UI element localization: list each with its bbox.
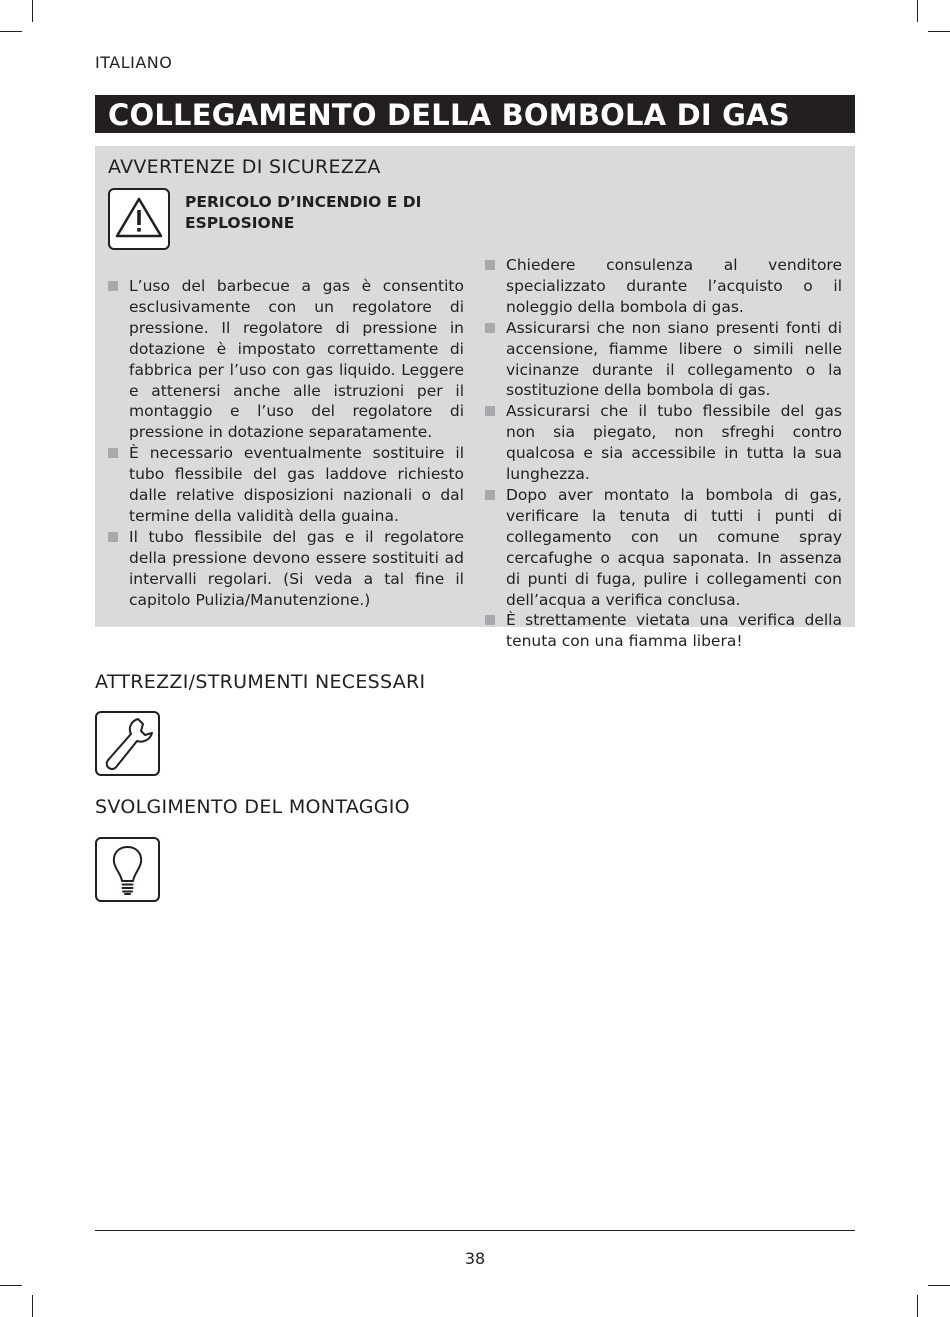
crop-mark <box>917 1295 918 1317</box>
bullet-square <box>485 323 495 333</box>
list-item <box>108 443 464 527</box>
tools-heading: ATTREZZI/STRUMENTI NECESSARI <box>95 671 426 693</box>
safety-list-left <box>108 276 464 611</box>
safety-list-right <box>485 255 842 652</box>
list-item-text: Chiedere consulenza al venditore specializzato durante l’acquisto o il noleggio della bombola di gas. <box>506 256 842 316</box>
list-item-text: È necessario eventualmente sostituire il tubo flessibile del gas laddove richiesto dalle relative disposizioni nazionali o dal termine della validità della guaina. <box>129 444 464 525</box>
list-item-text: Assicurarsi che non siano presenti fonti di accensione, fiamme libere o simili nelle vicinanze durante il collegamento o la sostituzione della bombola di gas. <box>506 318 842 400</box>
wrench-icon <box>97 713 158 774</box>
title-bar <box>95 95 855 133</box>
list-item <box>108 276 464 443</box>
language-label: ITALIANO <box>95 53 173 72</box>
crop-mark <box>928 1285 950 1286</box>
crop-mark <box>917 0 918 22</box>
bullet-square <box>485 406 495 416</box>
warning-title: PERICOLO D’INCENDIO E DI ESPLOSIONE <box>185 193 422 232</box>
crop-mark <box>32 0 33 22</box>
bullet-square <box>485 260 495 270</box>
list-item-text: Il tubo flessibile del gas e il regolatore della pressione devono essere sostituiti ad intervalli regolari. (Si veda a tal fine il capitolo Pulizia/Manutenzione.) <box>129 527 464 609</box>
lightbulb-icon <box>97 839 158 900</box>
bullet-square <box>108 281 118 291</box>
bullet-square <box>485 615 495 625</box>
crop-mark <box>32 1295 33 1317</box>
crop-mark <box>0 31 22 32</box>
warning-triangle-icon <box>114 196 164 242</box>
list-item-text: L’uso del barbecue a gas è consentito esclusivamente con un regolatore di pressione. Il regolatore di pressione in dotazione è impostato correttamente di fabbrica per l’uso con gas liquido. Leggere e attenersi anche alle istruzioni per il montaggio e l’uso del regolatore di pressione in dotazione separatamente. <box>129 277 464 442</box>
footer-rule <box>95 1230 855 1231</box>
tools-icon-box <box>95 711 160 776</box>
list-item <box>485 485 842 610</box>
list-item-text: Dopo aver montato la bombola di gas, verificare la tenuta di tutti i punti di collegamento con un comune spray cercafughe o acqua saponata. In assenza di punti di fuga, pulire i collegamenti con dell’acqua a verifica conclusa. <box>506 485 842 609</box>
assembly-icon-box <box>95 837 160 902</box>
list-item-text: È strettamente vietata una verifica della tenuta con una fiamma libera! <box>506 611 842 651</box>
bullet-square <box>485 490 495 500</box>
assembly-heading: SVOLGIMENTO DEL MONTAGGIO <box>95 796 410 818</box>
safety-panel <box>95 146 855 651</box>
page-number: 38 <box>464 1249 486 1268</box>
list-item <box>485 255 842 318</box>
list-item <box>485 401 842 485</box>
page-title: COLLEGAMENTO DELLA BOMBOLA DI GAS <box>108 98 790 132</box>
crop-mark <box>0 1285 22 1286</box>
bullet-square <box>108 532 118 542</box>
list-item <box>485 318 842 402</box>
list-item-text: Assicurarsi che il tubo flessibile del gas non sia piegato, non sfreghi contro qualcosa e sia accessibile in tutta la sua lunghezza. <box>506 402 842 484</box>
bullet-square <box>108 448 118 458</box>
warning-icon <box>108 188 170 250</box>
crop-mark <box>928 31 950 32</box>
list-item <box>108 527 464 611</box>
safety-heading: AVVERTENZE DI SICUREZZA <box>108 156 381 178</box>
list-item <box>485 610 842 652</box>
